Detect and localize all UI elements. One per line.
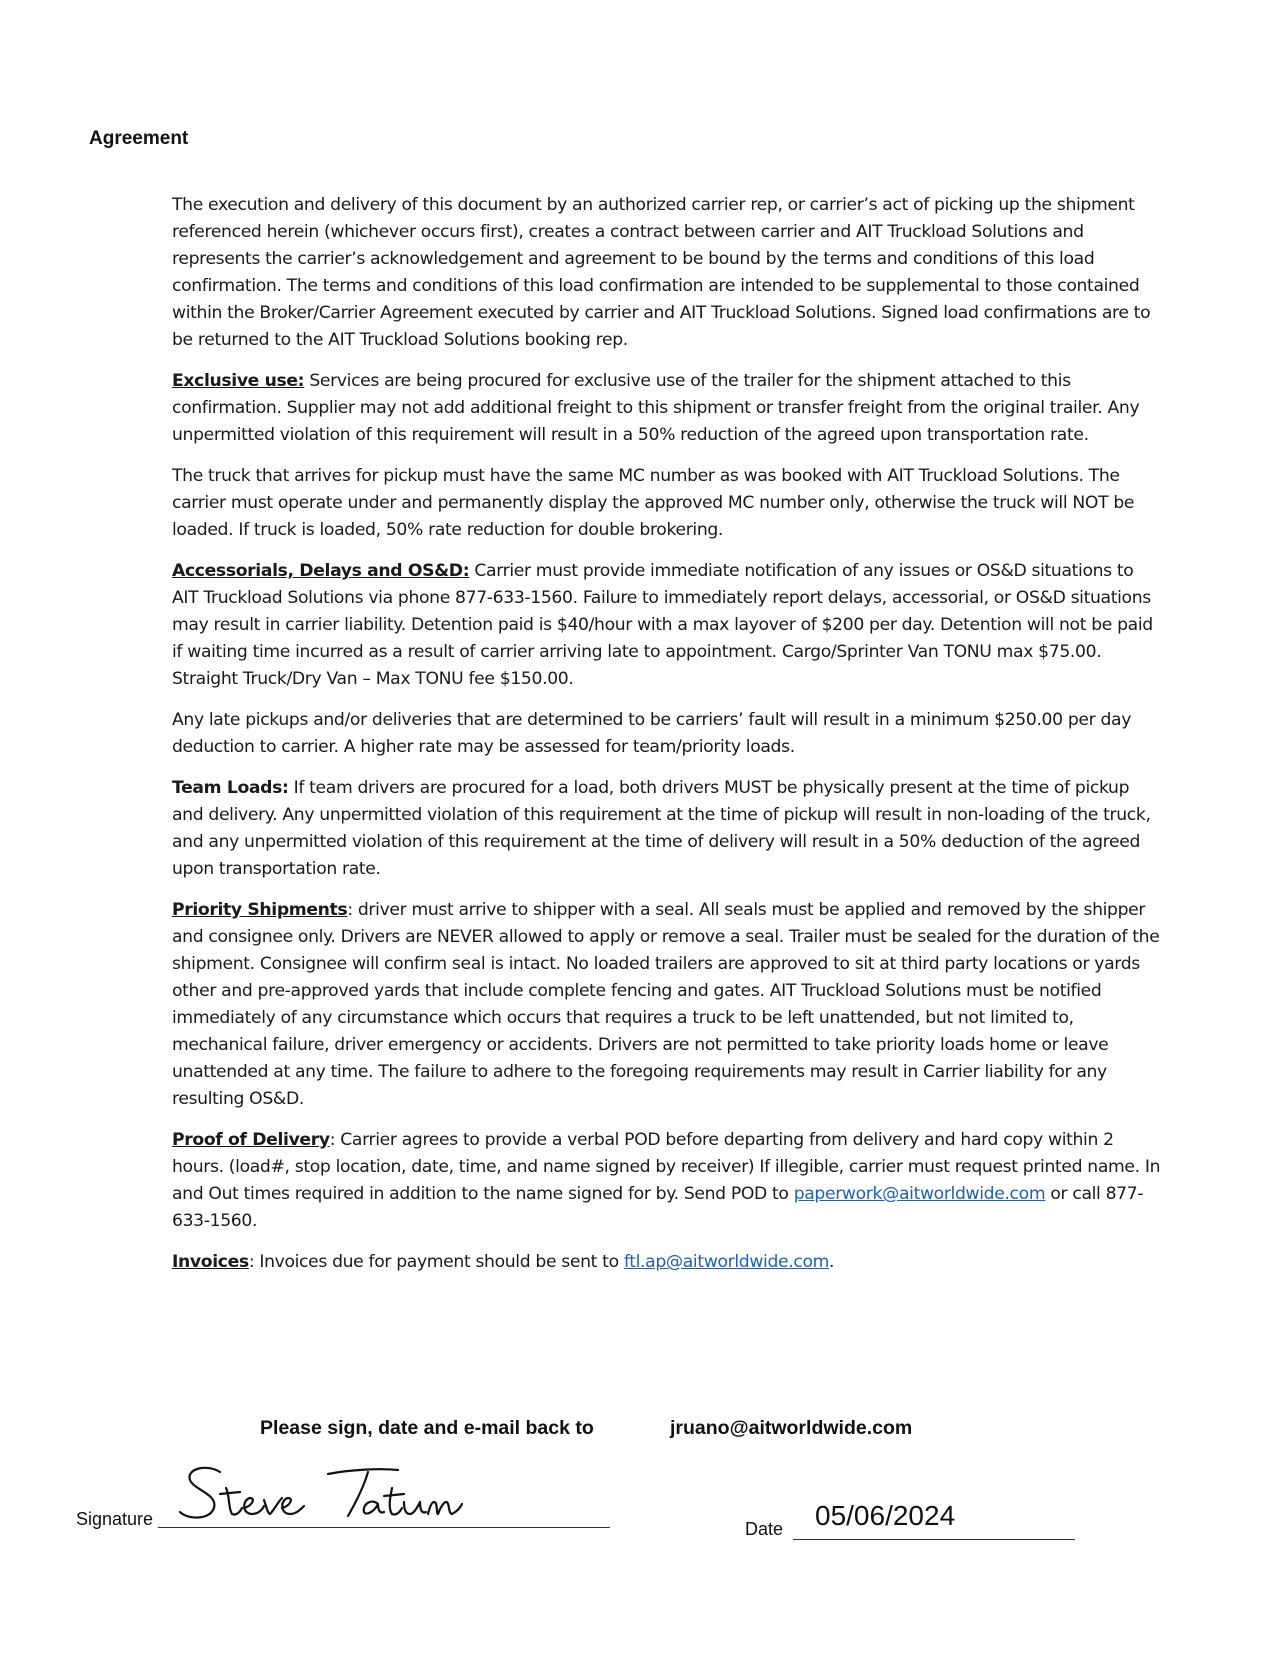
date-value[interactable]: 05/06/2024 bbox=[815, 1500, 956, 1531]
signature-label: Signature bbox=[76, 1509, 154, 1529]
paragraph-exclusive-use bbox=[172, 368, 1162, 449]
page-title: Agreement bbox=[89, 128, 189, 149]
paragraph-late: Any late pickups and/or deliveries that are determined to be carriers’ fault will result in a minimum $250.00 per day deduction to carrier. A higher rate may be assessed for team/priority loads. bbox=[172, 710, 1132, 757]
paragraph-invoices bbox=[172, 1249, 1162, 1276]
paragraph-priority bbox=[172, 897, 1162, 1113]
term-exclusive-use: Exclusive use: bbox=[172, 371, 305, 391]
date-line bbox=[793, 1539, 1075, 1540]
paragraph-mc-number: The truck that arrives for pickup must have the same MC number as was booked with AIT Truckload Solutions. The carrier must operate under and permanently display the approved MC number only, otherwise the truck will NOT be loaded. If truck is loaded, 50% rate reduction for double brokering. bbox=[172, 466, 1135, 540]
invoices-text: : Invoices due for payment should be sent to bbox=[248, 1252, 624, 1272]
paragraph-intro: The execution and delivery of this document by an authorized carrier rep, or carrier’s act of picking up the shipment referenced herein (whichever occurs first), creates a contract between carrier and AIT Truckload Solutions and represents the carrier’s acknowledgement and agreement to be bound by the terms and conditions of this load confirmation. The terms and conditions of this load confirmation are intended to be supplemental to those contained within the Broker/Carrier Agreement executed by carrier and AIT Truckload Solutions. Signed load confirmations are to be returned to the AIT Truckload Solutions booking rep. bbox=[172, 195, 1151, 350]
term-invoices: Invoices bbox=[172, 1252, 249, 1272]
sign-email: jruano@aitworldwide.com bbox=[670, 1417, 913, 1439]
invoices-tail: . bbox=[829, 1252, 835, 1272]
date-label: Date bbox=[745, 1519, 784, 1539]
paragraph-team-loads bbox=[172, 775, 1162, 883]
invoices-email-link[interactable]: ftl.ap@aitworldwide.com bbox=[623, 1252, 830, 1272]
pod-tail: or call 877-633-1560. bbox=[172, 1184, 1144, 1231]
agreement-body bbox=[172, 192, 1162, 1290]
team-loads-text: If team drivers are procured for a load, both drivers MUST be physically present at the time of pickup and delivery. Any unpermitted violation of this requirement at the time of pickup will result in non-loading of the truck, and any unpermitted violation of this requirement at the time of delivery will result in a 50% deduction of the agreed upon transportation rate. bbox=[172, 778, 1151, 879]
sign-instruction: Please sign, date and e-mail back to bbox=[260, 1417, 594, 1439]
accessorials-text: Carrier must provide immediate notification of any issues or OS&D situations to AIT Truckload Solutions via phone 877-633-1560. Failure to immediately report delays, accessorial, or OS&D situations may result in carrier liability. Detention paid is $40/hour with a max layover of $200 per day. Detention will not be paid if waiting time incurred as a result of carrier arriving late to appointment. Cargo/Sprinter Van TONU max $75.00. Straight Truck/Dry Van – Max TONU fee $150.00. bbox=[172, 561, 1153, 689]
paragraph-accessorials bbox=[172, 558, 1162, 693]
term-team-loads: Team Loads: bbox=[172, 778, 289, 798]
term-accessorials: Accessorials, Delays and OS&D: bbox=[172, 561, 470, 581]
pod-email-link[interactable]: paperwork@aitworldwide.com bbox=[793, 1184, 1046, 1204]
term-priority: Priority Shipments bbox=[172, 900, 348, 920]
term-pod: Proof of Delivery bbox=[172, 1130, 330, 1150]
handwritten-signature bbox=[178, 1458, 478, 1533]
paragraph-pod bbox=[172, 1127, 1162, 1235]
exclusive-use-text: Services are being procured for exclusive use of the trailer for the shipment attached to this confirmation. Supplier may not add additional freight to this shipment or transfer freight from the original trailer. Any unpermitted violation of this requirement will result in a 50% reduction of the agreed upon transportation rate. bbox=[172, 371, 1140, 445]
pod-text: : Carrier agrees to provide a verbal POD before departing from delivery and hard copy within 2 hours. (load#, stop location, date, time, and name signed by receiver) If illegible, carrier must request printed name. In and Out times required in addition to the name signed for by. Send POD to bbox=[172, 1130, 1161, 1204]
priority-text: : driver must arrive to shipper with a seal. All seals must be applied and removed by the shipper and consignee only. Drivers are NEVER allowed to apply or remove a seal. Trailer must be sealed for the duration of the shipment. Consignee will confirm seal is intact. No loaded trailers are approved to sit at third party locations or yards other and pre-approved yards that include complete fencing and gates. AIT Truckload Solutions must be notified immediately of any circumstance which occurs that requires a truck to be left unattended, but not limited to, mechanical failure, driver emergency or accidents. Drivers are not permitted to take priority loads home or leave unattended at any time. The failure to adhere to the foregoing requirements may result in Carrier liability for any resulting OS&D. bbox=[172, 900, 1160, 1109]
